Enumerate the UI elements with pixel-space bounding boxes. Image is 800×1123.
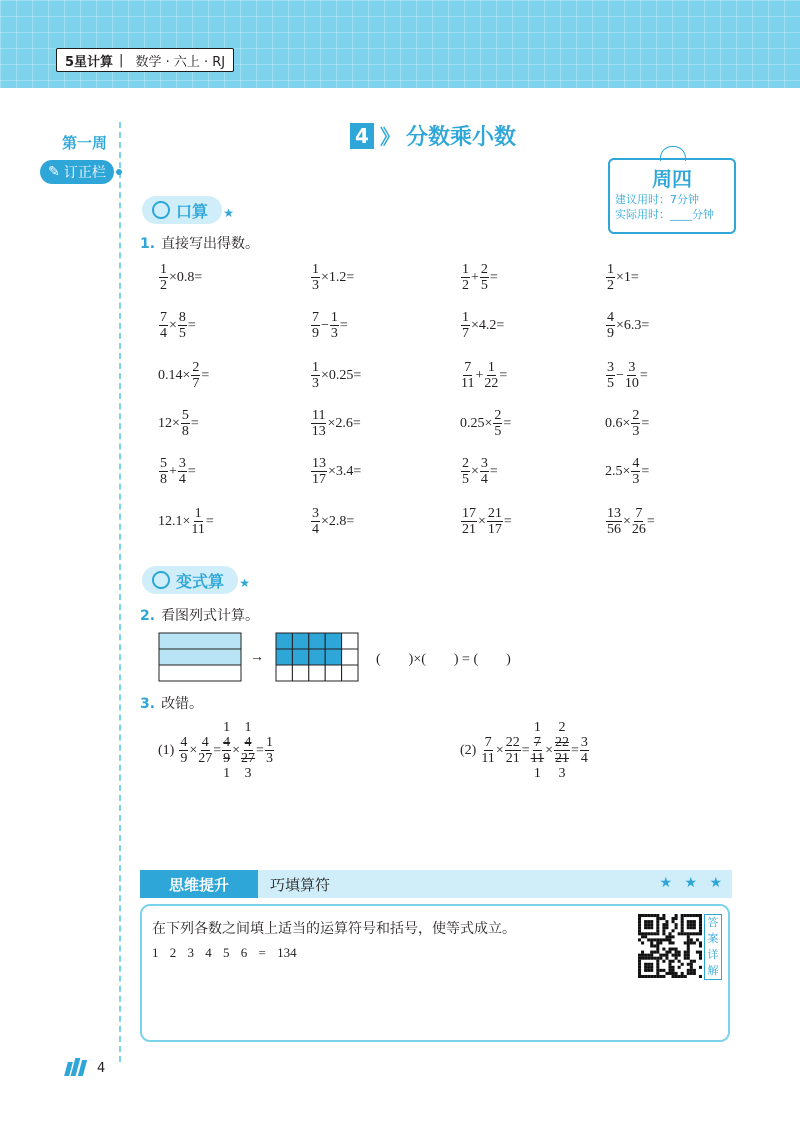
mental-math-item: $\frac{1}{3}$ × 1.2 =	[312, 262, 355, 293]
day-label: 周四	[652, 167, 692, 191]
mental-math-item: $\frac{3}{4}$ × 2.8 =	[312, 506, 355, 537]
mental-math-item: 12 × $\frac{5}{8}$ =	[158, 408, 199, 439]
mental-math-item: $\frac{1}{2}$ × 0.8 =	[160, 262, 203, 293]
star-icon: ★	[223, 206, 235, 220]
mental-math-item: $\frac{11}{13}$ × 2.6 =	[311, 408, 361, 439]
correction-item-1: (1) $\frac{4}{9}$ × $\frac{4}{27}$ = 1 $\frac{4}{9}$ 1 × 1 $\frac{4}{27}$ 3 = $\frac{1}{3}$	[158, 720, 273, 781]
mental-math-item: 2.5 × $\frac{4}{3}$ =	[605, 456, 650, 487]
mental-math-item: $\frac{13}{56}$ × $\frac{7}{26}$ =	[607, 506, 655, 537]
page-footer	[66, 1058, 105, 1076]
question-2-title: 2. 看图列式计算。	[140, 608, 260, 624]
star-icon: ★	[239, 576, 251, 590]
question-3-title: 3. 改错。	[140, 696, 204, 712]
mental-math-item: $\frac{3}{5}$ − $\frac{3}{10}$ =	[607, 360, 648, 391]
section-variant: 变式算 ★	[142, 566, 238, 594]
thinking-numbers: 1 2 3 4 5 6 = 134	[152, 945, 297, 960]
mental-math-item: $\frac{13}{17}$ × 3.4 =	[312, 456, 362, 487]
pencil-icon: ✎	[48, 164, 60, 180]
mental-math-item: $\frac{1}{2}$ × 1 =	[607, 262, 639, 293]
page-number: 4	[97, 1061, 106, 1076]
thinking-question: 在下列各数之间填上适当的运算符号和括号，使等式成立。	[152, 921, 516, 937]
thinking-tag: 思维提升	[140, 870, 258, 898]
mental-math-item: $\frac{5}{8}$ + $\frac{3}{4}$ =	[160, 456, 196, 487]
mental-math-item: $\frac{7}{9}$ − $\frac{1}{3}$ =	[312, 310, 348, 341]
correction-item-2: (2) $\frac{7}{11}$ × $\frac{22}{21}$ = 1 $\frac{7}{11}$ 1 × 2 $\frac{22}{21}$ 3 = $\frac{3}{4}$	[460, 720, 588, 781]
chevron-right-icon: 》	[380, 125, 400, 149]
question-1-title: 1. 直接写出得数。	[140, 236, 260, 252]
thinking-bar	[140, 870, 732, 898]
target-icon	[152, 571, 170, 589]
qr-code-icon[interactable]	[638, 914, 702, 978]
sidebar-divider	[119, 122, 121, 1062]
top-band	[0, 0, 800, 88]
mental-math-item: $\frac{17}{21}$ × $\frac{21}{17}$ =	[462, 506, 512, 537]
mental-math-item: 0.25 × $\frac{2}{5}$ =	[460, 408, 512, 439]
day-card	[608, 158, 736, 234]
mental-math-item: $\frac{1}{7}$ × 4.2 =	[462, 310, 505, 341]
mental-math-item: $\frac{1}{3}$ × 0.25 =	[312, 360, 362, 391]
mental-math-item: $\frac{2}{5}$ × $\frac{3}{4}$ =	[462, 456, 498, 487]
mental-math-item: $\frac{7}{11}$ + $\frac{1}{22}$ =	[461, 360, 508, 391]
arrow-icon: →	[250, 650, 264, 665]
mental-math-item: 12.1 × $\frac{1}{11}$ =	[158, 506, 214, 537]
mental-math-item: 0.6 × $\frac{2}{3}$ =	[605, 408, 650, 439]
thinking-subtitle: 巧填算符	[270, 876, 331, 894]
mental-math-item: 0.14 × $\frac{2}{7}$ =	[158, 360, 210, 391]
lesson-title	[350, 120, 516, 151]
series-tag: 5星计算 | 数学 · 六上 · RJ	[56, 48, 234, 72]
star-icon: ★ ★ ★	[659, 875, 726, 891]
mental-math-item: $\frac{1}{2}$ + $\frac{2}{5}$ =	[462, 262, 498, 293]
lesson-title-text: 分数乘小数	[406, 125, 517, 150]
suggested-time: 建议用时：7分钟	[615, 193, 699, 206]
actual-time: 实际用时：____分钟	[615, 208, 714, 221]
mental-math-item: $\frac{7}{4}$ × $\frac{8}{5}$ =	[160, 310, 196, 341]
stopwatch-icon	[152, 201, 170, 219]
week-label: 第一周	[62, 134, 108, 152]
correction-bar: ✎ 订正栏	[40, 160, 114, 184]
mental-math-item: $\frac{4}{9}$ × 6.3 =	[607, 310, 650, 341]
answer-key-label: 答案详解	[704, 914, 722, 980]
section-oral: 口算 ★	[142, 196, 222, 224]
q2-blank-equation: ( )×( ) = ( )	[376, 652, 511, 667]
lesson-number: 4	[350, 123, 374, 149]
